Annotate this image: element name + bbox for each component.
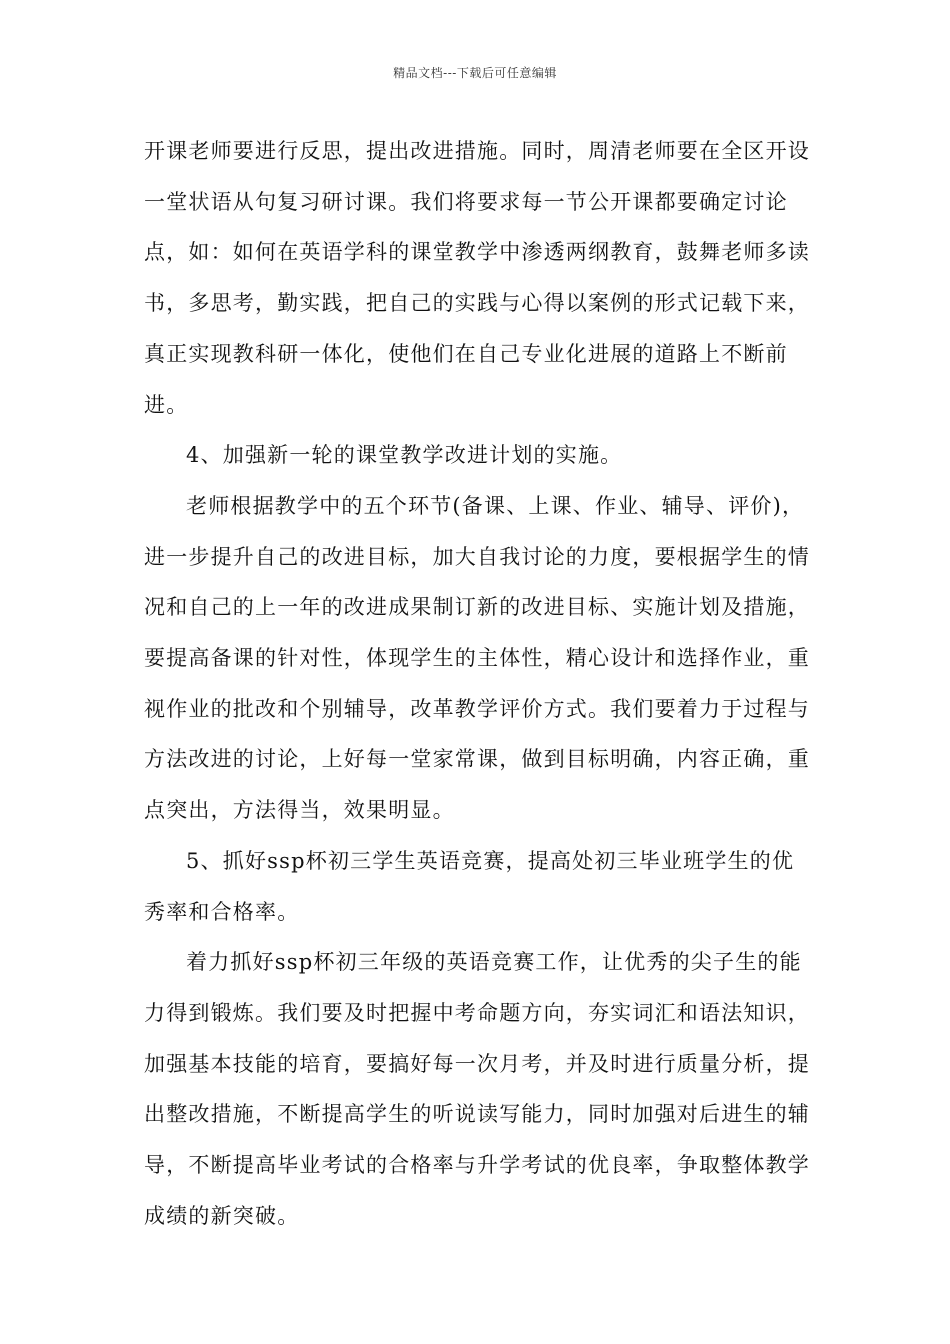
paragraph-competition: 着力抓好ssp杯初三年级的英语竞赛工作，让优秀的尖子生的能力得到锻炼。我们要及时把握中考命题方向，夯实词汇和语法知识，加强基本技能的培育，要搞好每一次月考，并及时进行质量分析，提出整改措施，不断提高学生的听说读写能力，同时加强对后进生的辅导，不断提高毕业考试的合格率与升学考试的优良率，争取整体教学成绩的新突破。 xyxy=(144,950,810,1228)
paragraph-heading-4: 4、加强新一轮的课堂教学改进计划的实施。 xyxy=(186,443,623,468)
document-body xyxy=(144,126,816,1241)
paragraph-teaching-plan: 老师根据教学中的五个环节(备课、上课、作业、辅导、评价)，进一步提升自己的改进目标，加大自我讨论的力度，要根据学生的情况和自己的上一年的改进成果制订新的改进目标、实施计划及措施，要提高备课的针对性，体现学生的主体性，精心设计和选择作业，重视作业的批改和个别辅导，改革教学评价方式。我们要着力于过程与方法改进的讨论，上好每一堂家常课，做到目标明确，内容正确，重点突出，方法得当，效果明显。 xyxy=(144,493,810,823)
page-header: 精品文档---下载后可任意编辑 xyxy=(393,66,557,80)
paragraph-heading-5: 5、抓好ssp杯初三学生英语竞赛，提高处初三毕业班学生的优秀率和合格率。 xyxy=(144,848,795,924)
paragraph-continuation: 开课老师要进行反思，提出改进措施。同时，周清老师要在全区开设一堂状语从句复习研讨课。我们将要求每一节公开课都要确定讨论点，如：如何在英语学科的课堂教学中渗透两纲教育，鼓舞老师多读书，多思考，勤实践，把自己的实践与心得以案例的形式记载下来，真正实现教科研一体化，使他们在自己专业化进展的道路上不断前进。 xyxy=(144,139,810,417)
